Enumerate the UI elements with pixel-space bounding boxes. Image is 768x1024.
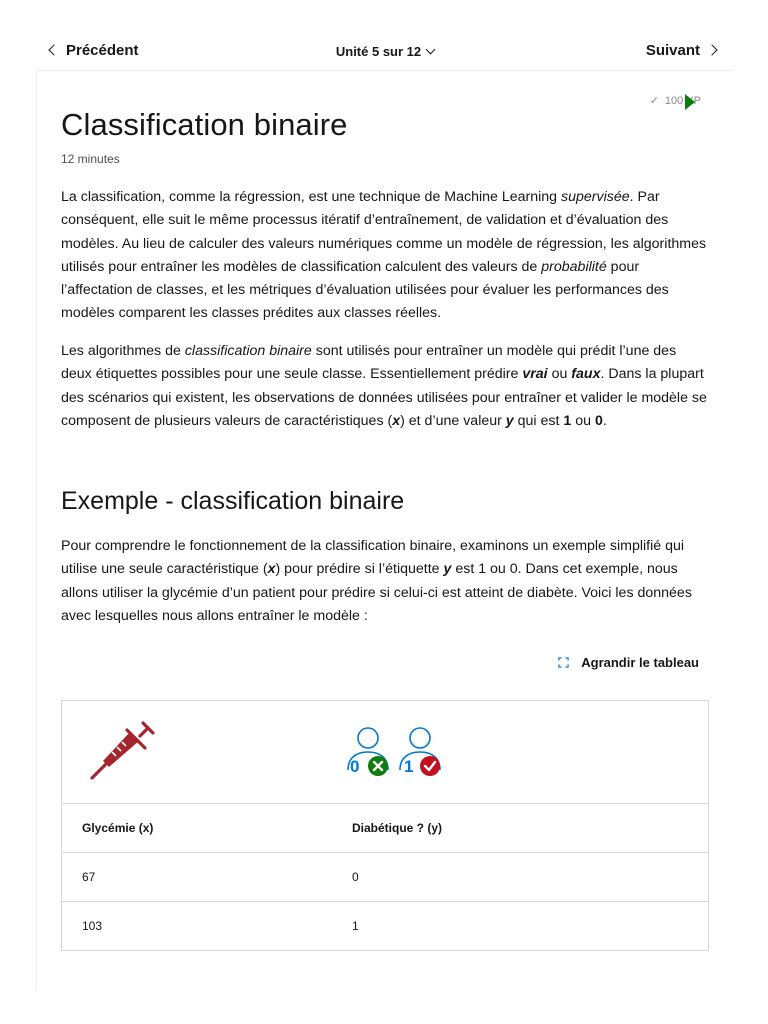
- syringe-icon: [86, 720, 156, 784]
- emphasis-text: vrai: [522, 366, 548, 383]
- label-zero: 0: [350, 757, 360, 776]
- next-label: Suivant: [645, 42, 700, 59]
- chevron-right-icon: [706, 44, 717, 55]
- duration: 12 minutes: [61, 152, 120, 166]
- next-button[interactable]: [646, 42, 716, 59]
- emphasis-text: supervisée: [561, 189, 630, 205]
- syringe-cell: [62, 701, 333, 804]
- table-row: [62, 853, 709, 902]
- person-no-icon: [344, 724, 394, 780]
- unit-navigation: [38, 30, 732, 71]
- unit-content: [36, 71, 735, 991]
- paragraph-intro: La classification, comme la régression, est une technique de Machine Learning supervisée. Par conséquent, elle suit le même processus itératif d’entraînement, de validation et d’évaluation des modèles. Au lieu de calculer des valeurs numériques comme un modèle de régression, les algorithmes utilisés pour entraîner les modèles de classification calculent des valeurs de probabilité pour l’affectation de classes, et les métriques d’évaluation utilisées pour évaluer les performances des modèles comparent les classes prédites aux classes réelles.: [61, 189, 707, 322]
- expand-table-button[interactable]: [558, 655, 699, 670]
- label-one: 1: [404, 757, 414, 776]
- page-title: Classification binaire: [61, 107, 348, 142]
- emphasis-text: probabilité: [541, 258, 607, 275]
- table-cell: 103: [62, 902, 333, 951]
- table-icon-row: [62, 701, 709, 804]
- xp-value: 100 XP: [664, 95, 701, 107]
- label-icons-cell: [332, 701, 709, 804]
- emphasis-text: y: [443, 561, 452, 578]
- emphasis-text: faux: [571, 366, 601, 383]
- table-header-row: [62, 804, 709, 853]
- table-row: [62, 902, 709, 951]
- play-icon[interactable]: [685, 94, 695, 110]
- unit-label: Unité 5 sur 12: [335, 44, 422, 59]
- emphasis-text: x: [267, 561, 276, 578]
- chevron-down-icon: [426, 45, 436, 55]
- paragraph-binary: Les algorithmes de classification binaire sont utilisés pour entraîner un modèle qui prédit l’une des deux étiquettes possibles pour une seule classe. Essentiellement prédire vrai ou faux. Dans la plupart des scénarios qui existent, les observations de données utilisées pour entraîner et valider le modèle se composent de plusieurs valeurs de caractéristiques (x) et d’une valeur y qui est 1 ou 0.: [61, 343, 707, 429]
- section-heading: Exemple - classification binaire: [61, 487, 405, 515]
- paragraph-example: Pour comprendre le fonctionnement de la classification binaire, examinons un exemple simplifié qui utilise une seule caractéristique (x) pour prédire si l’étiquette y est 1 ou 0. Dans cet exemple, nous allons utiliser la glycémie d’un patient pour prédire si celui-ci est atteint de diabète. Voici les données avec lesquelles nous allons entraîner le modèle :: [61, 538, 692, 624]
- expand-table-label: Agrandir le tableau: [581, 655, 699, 670]
- data-table: [61, 700, 709, 951]
- table-cell: 0: [332, 853, 709, 902]
- emphasis-text: x: [392, 412, 401, 429]
- previous-label: Précédent: [66, 42, 139, 59]
- table-cell: 67: [62, 853, 333, 902]
- header-diabetique: Diabétique ? (y): [332, 804, 709, 853]
- unit-selector[interactable]: [38, 44, 732, 59]
- emphasis-text: 1: [563, 412, 572, 429]
- person-yes-icon: [396, 724, 446, 780]
- emphasis-text: y: [505, 412, 514, 429]
- emphasis-text: 0: [594, 412, 603, 429]
- emphasis-text: classification binaire: [184, 343, 312, 359]
- xp-indicator: [615, 71, 735, 121]
- expand-icon: [558, 657, 569, 668]
- checkmark-icon: ✓: [649, 95, 659, 107]
- table-cell: 1: [332, 902, 709, 951]
- header-glycemie: Glycémie (x): [62, 804, 333, 853]
